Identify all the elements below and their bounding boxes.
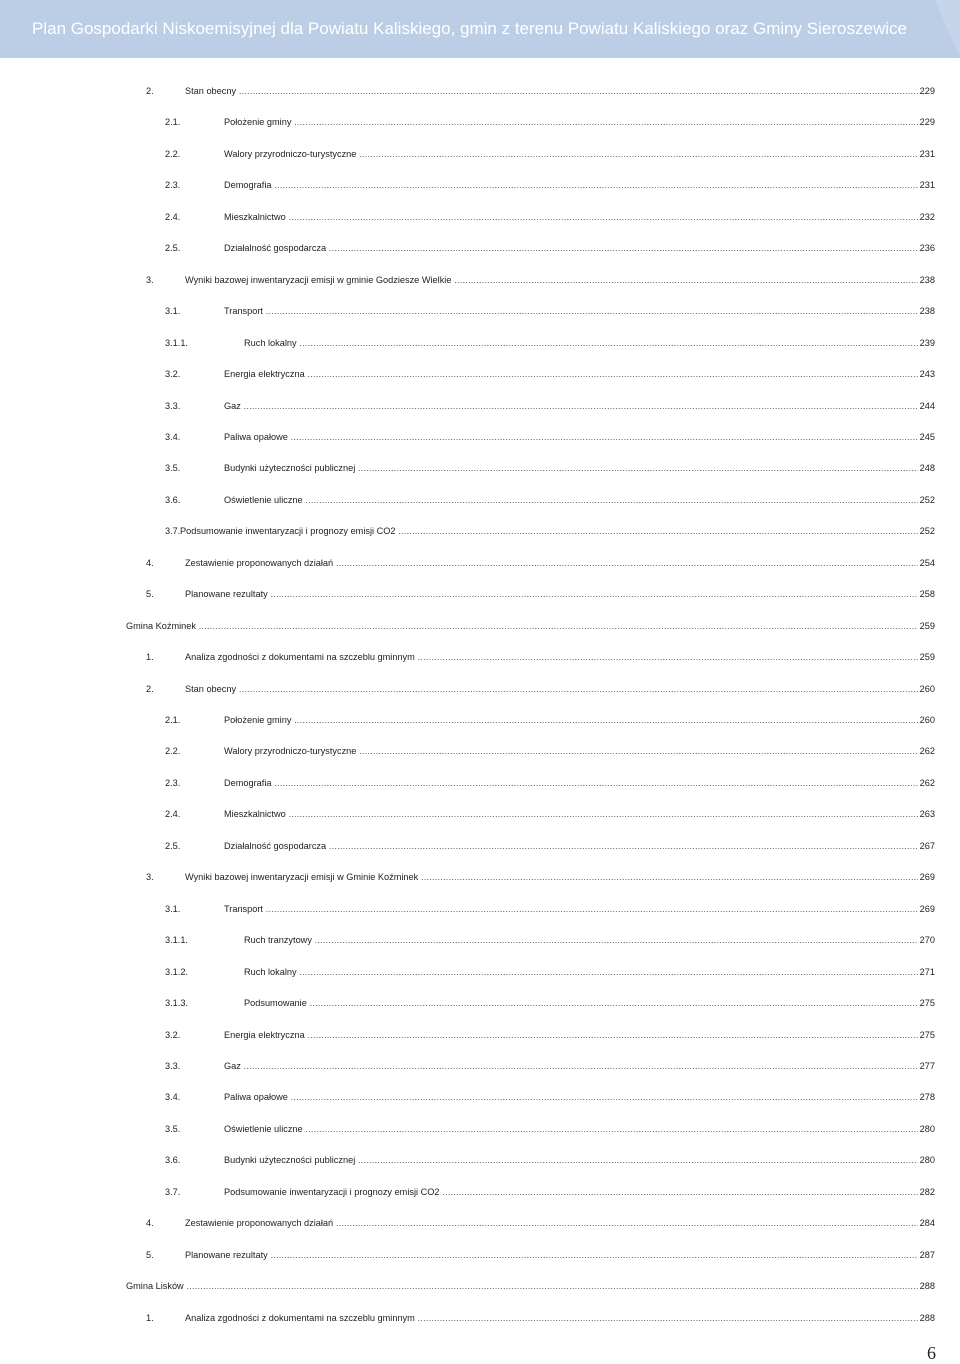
toc-entry-number: 3.6.	[165, 1155, 181, 1166]
toc-entry-number: 2.4.	[165, 809, 181, 820]
toc-entry[interactable]	[0, 398, 960, 414]
toc-entry[interactable]	[0, 177, 960, 193]
toc-entry-number: 3.	[146, 274, 154, 285]
toc-entry-page: 262	[918, 743, 935, 759]
toc-entry-page: 271	[918, 964, 935, 980]
toc-entry[interactable]	[0, 1089, 960, 1105]
toc-entry[interactable]	[0, 1027, 960, 1043]
toc-entry-label: Podsumowanie inwentaryzacji i prognozy emisji CO2 .....	[224, 1184, 935, 1200]
toc-entry-number: 3.1.	[165, 306, 181, 317]
toc-entry[interactable]	[0, 272, 960, 288]
toc-entry-label: Walory przyrodniczo-turystyczne .....	[224, 743, 935, 759]
toc-entry-label: Zestawienie proponowanych działań .....	[185, 1215, 935, 1231]
toc-entry[interactable]	[0, 1058, 960, 1074]
header-title: Plan Gospodarki Niskoemisyjnej dla Powiatu Kaliskiego, gmin z terenu Powiatu Kaliskiego oraz Gminy Sieroszewice	[32, 19, 907, 38]
toc-entry-number: 3.5.	[165, 1123, 181, 1134]
toc-entry-page: 244	[918, 398, 935, 414]
toc-entry-page: 282	[918, 1184, 935, 1200]
toc-entry[interactable]	[0, 775, 960, 791]
toc-entry-number: 5.	[146, 589, 154, 600]
toc-entry-number: 2.3.	[165, 777, 181, 788]
toc-entry-number: 2.2.	[165, 148, 181, 159]
toc-entry-number: 2.5.	[165, 243, 181, 254]
toc-entry[interactable]	[0, 1278, 960, 1294]
toc-entry-page: 254	[918, 555, 935, 571]
toc-entry-number: 1.	[146, 652, 154, 663]
toc-entry-label: Położenie gminy .....	[224, 712, 935, 728]
toc-entry-label: Gmina Koźminek .....	[126, 618, 935, 634]
toc-entry-label: Podsumowanie inwentaryzacji i prognozy emisji CO2 .....	[180, 523, 935, 539]
toc-entry-number: 3.1.2.	[165, 966, 188, 977]
toc-entry-number: 3.7.	[165, 1186, 181, 1197]
toc-entry[interactable]	[0, 1247, 960, 1263]
toc-entry[interactable]	[0, 209, 960, 225]
toc-entry-number: 3.1.	[165, 903, 181, 914]
toc-entry-number: 3.3.	[165, 400, 181, 411]
toc-entry-page: 231	[918, 146, 935, 162]
toc-entry-page: 269	[918, 869, 935, 885]
toc-entry-label: Działalność gospodarcza .....	[224, 838, 935, 854]
toc-entry-number: 3.4.	[165, 431, 181, 442]
toc-entry[interactable]	[0, 1310, 960, 1326]
toc-entry-label: Walory przyrodniczo-turystyczne .....	[224, 146, 935, 162]
toc-entry[interactable]	[0, 586, 960, 602]
toc-entry[interactable]	[0, 1215, 960, 1231]
toc-entry-number: 3.1.1.	[165, 935, 188, 946]
page-number: 6	[927, 1343, 936, 1363]
toc-entry[interactable]	[0, 649, 960, 665]
toc-entry-number: 3.	[146, 872, 154, 883]
toc-entry[interactable]	[0, 366, 960, 382]
toc-entry-label: Oświetlenie uliczne .....	[224, 492, 935, 508]
toc-entry-label: Podsumowanie .....	[244, 995, 935, 1011]
toc-entry-label: Paliwa opałowe .....	[224, 1089, 935, 1105]
toc-entry-number: 2.2.	[165, 746, 181, 757]
toc-entry-number: 1.	[146, 1312, 154, 1323]
toc-entry-page: 275	[918, 1027, 935, 1043]
toc-entry-number: 4.	[146, 557, 154, 568]
toc-entry-page: 280	[918, 1152, 935, 1168]
toc-entry-number: 3.5.	[165, 463, 181, 474]
toc-entry[interactable]	[0, 964, 960, 980]
toc-entry-number: 3.2.	[165, 1029, 181, 1040]
toc-entry-page: 245	[918, 429, 935, 445]
toc-entry[interactable]	[0, 838, 960, 854]
toc-entry-label: Planowane rezultaty .....	[185, 586, 935, 602]
toc-entry-label: Ruch tranzytowy .....	[244, 932, 935, 948]
toc-entry-label: Analiza zgodności z dokumentami na szczeblu gminnym .....	[185, 649, 935, 665]
toc-entry-page: 275	[918, 995, 935, 1011]
toc-entry-page: 248	[918, 460, 935, 476]
toc-entry-page: 252	[918, 492, 935, 508]
toc-entry[interactable]	[0, 523, 960, 539]
toc-entry[interactable]	[0, 83, 960, 99]
toc-entry[interactable]	[0, 681, 960, 697]
toc-entry-page: 262	[918, 775, 935, 791]
toc-entry-number: 2.5.	[165, 840, 181, 851]
toc-entry-label: Budynki użyteczności publicznej .....	[224, 1152, 935, 1168]
toc-entry-number: 2.	[146, 683, 154, 694]
toc-entry-page: 284	[918, 1215, 935, 1231]
toc-entry-label: Wyniki bazowej inwentaryzacji emisji w gminie Godziesze Wielkie .....	[185, 272, 935, 288]
toc-entry-page: 238	[918, 272, 935, 288]
toc-entry-label: Transport .....	[224, 303, 935, 319]
toc-entry[interactable]	[0, 901, 960, 917]
toc-entry[interactable]	[0, 240, 960, 256]
toc-entry[interactable]	[0, 618, 960, 634]
toc-entry-page: 238	[918, 303, 935, 319]
toc-entry-label: Transport .....	[224, 901, 935, 917]
toc-entry-label: Gmina Lisków .....	[126, 1278, 935, 1294]
toc-entry-label: Stan obecny .....	[185, 83, 935, 99]
toc-entry[interactable]	[0, 1121, 960, 1137]
toc-entry-label: Ruch lokalny .....	[244, 964, 935, 980]
toc-entry-page: 232	[918, 209, 935, 225]
toc-entry[interactable]	[0, 555, 960, 571]
toc-entry[interactable]	[0, 1152, 960, 1168]
toc-entry-page: 236	[918, 240, 935, 256]
toc-entry-number: 3.1.3.	[165, 998, 188, 1009]
toc-entry[interactable]	[0, 1184, 960, 1200]
toc-entry-label: Budynki użyteczności publicznej .....	[224, 460, 935, 476]
toc-entry-page: 259	[918, 618, 935, 634]
toc-entry[interactable]	[0, 743, 960, 759]
toc-entry-label: Położenie gminy .....	[224, 114, 935, 130]
toc-entry-label: Energia elektryczna .....	[224, 366, 935, 382]
toc-entry-label: Działalność gospodarcza .....	[224, 240, 935, 256]
toc-entry-number: 3.2.	[165, 369, 181, 380]
toc-entry-label: Planowane rezultaty .....	[185, 1247, 935, 1263]
toc-entry-label: Wyniki bazowej inwentaryzacji emisji w Gminie Koźminek .....	[185, 869, 935, 885]
toc-entry[interactable]	[0, 335, 960, 351]
toc-entry-page: 280	[918, 1121, 935, 1137]
toc-entry-page: 263	[918, 806, 935, 822]
toc-entry-label: Zestawienie proponowanych działań .....	[185, 555, 935, 571]
toc-entry-page: 277	[918, 1058, 935, 1074]
toc-entry-page: 229	[918, 83, 935, 99]
toc-entry-page: 288	[918, 1310, 935, 1326]
toc-entry-page: 288	[918, 1278, 935, 1294]
toc-entry-number: 3.3.	[165, 1060, 181, 1071]
toc-entry-label: Analiza zgodności z dokumentami na szczeblu gminnym .....	[185, 1310, 935, 1326]
toc-entry[interactable]	[0, 303, 960, 319]
toc-entry-number: 2.1.	[165, 117, 181, 128]
toc-entry-page: 252	[918, 523, 935, 539]
toc-entry-number: 3.6.	[165, 494, 181, 505]
toc-entry-page: 243	[918, 366, 935, 382]
toc-entry-page: 229	[918, 114, 935, 130]
toc-entry-label: Mieszkalnictwo .....	[224, 209, 935, 225]
toc-entry-label: Ruch lokalny .....	[244, 335, 935, 351]
toc-entry-label: Energia elektryczna .....	[224, 1027, 935, 1043]
toc-entry-label: Paliwa opałowe .....	[224, 429, 935, 445]
toc-entry-number: 2.3.	[165, 180, 181, 191]
toc-entry-label: Demografia .....	[224, 177, 935, 193]
toc-entry-page: 278	[918, 1089, 935, 1105]
toc-entry[interactable]	[0, 146, 960, 162]
toc-entry-page: 260	[918, 681, 935, 697]
toc-entry[interactable]	[0, 429, 960, 445]
toc-entry-number: 2.1.	[165, 715, 181, 725]
toc-entry-number: 3.1.1.	[165, 337, 188, 348]
toc-entry-page: 287	[918, 1247, 935, 1263]
toc-entry-page: 239	[918, 335, 935, 351]
toc-entry-label: Demografia .....	[224, 775, 935, 791]
toc-entry-number: 5.	[146, 1249, 154, 1260]
toc-entry-label: Gaz .....	[224, 398, 935, 414]
toc-entry-page: 259	[918, 649, 935, 665]
toc-entry[interactable]	[0, 869, 960, 885]
toc-entry[interactable]	[0, 492, 960, 508]
toc-entry-label: Stan obecny .....	[185, 681, 935, 697]
toc-entry-page: 231	[918, 177, 935, 193]
toc-entry[interactable]	[0, 712, 960, 728]
toc-entry-page: 267	[918, 838, 935, 854]
toc-entry[interactable]	[0, 995, 960, 1011]
toc-entry[interactable]	[0, 932, 960, 948]
toc-entry[interactable]	[0, 114, 960, 130]
toc-entry-label: Gaz .....	[224, 1058, 935, 1074]
toc-entry-label: Mieszkalnictwo .....	[224, 806, 935, 822]
toc-entry-page: 258	[918, 586, 935, 602]
toc-entry[interactable]	[0, 806, 960, 822]
toc-entry-page: 270	[918, 932, 935, 948]
toc-entry-number: 3.4.	[165, 1092, 181, 1103]
toc-entry-number: 2.4.	[165, 211, 181, 222]
toc-entry-number: 2.	[146, 86, 154, 96]
toc-entry-page: 260	[918, 712, 935, 728]
toc-entry-number: 4.	[146, 1218, 154, 1229]
toc-entry-page: 269	[918, 901, 935, 917]
toc-entry[interactable]	[0, 460, 960, 476]
toc-entry-number: 3.7.	[165, 526, 181, 537]
toc-entry-label: Oświetlenie uliczne .....	[224, 1121, 935, 1137]
